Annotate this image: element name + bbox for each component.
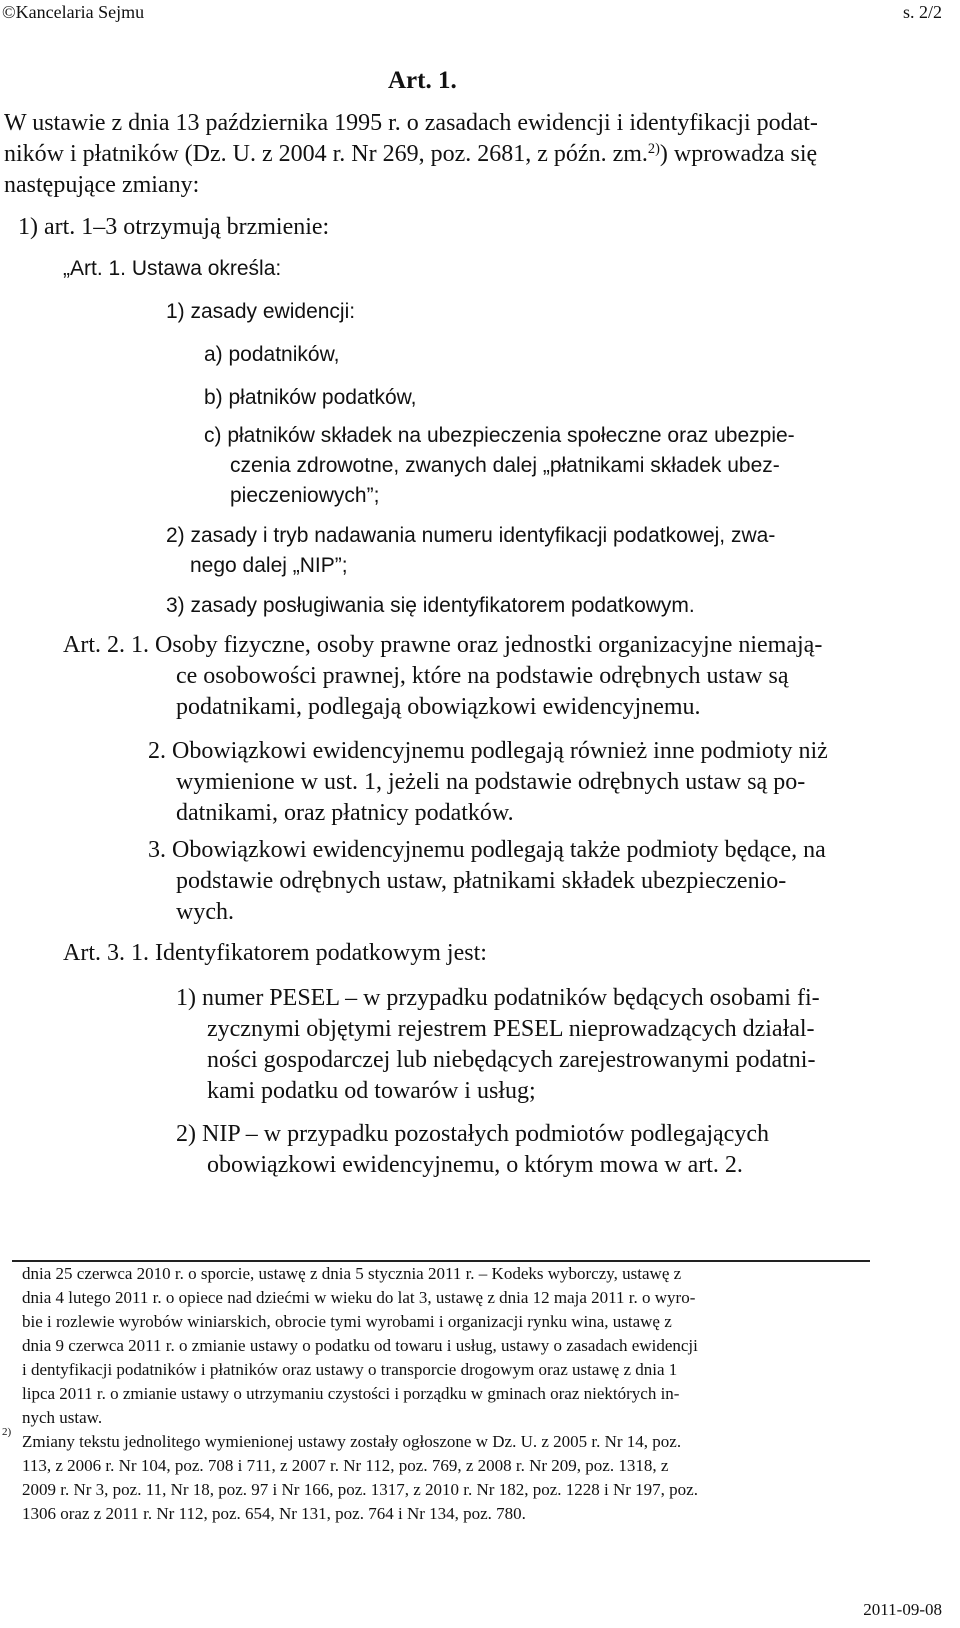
art3-point-1-line-3: ności gospodarczej lub niebędących zarejestrowanymi podatni- (207, 1047, 816, 1073)
art2-s3-line-1: 3. Obowiązkowi ewidencyjnemu podlegają także podmioty będące, na (148, 837, 826, 863)
intro-line-1: W ustawie z dnia 13 października 1995 r. o zasadach ewidencji i identyfikacji podat- (4, 110, 818, 136)
art2-s3-line-3: wych. (176, 899, 234, 925)
footnote-2-line-3: 2009 r. Nr 3, poz. 11, Nr 18, poz. 97 i Nr 166, poz. 1317, z 2010 r. Nr 182, poz. 1228 i Nr 197, poz. (22, 1480, 698, 1499)
art1-point-1: 1) zasady ewidencji: (166, 300, 356, 323)
art2-s1-line-2: ce osobowości prawnej, które na podstawie odrębnych ustaw są (176, 663, 789, 689)
footnote-2-line-2: 113, z 2006 r. Nr 104, poz. 708 i 711, z 2007 r. Nr 112, poz. 769, z 2008 r. Nr 209, poz. 1318, z (22, 1456, 669, 1475)
art3-point-1-line-1: 1) numer PESEL – w przypadku podatników będących osobami fi- (176, 985, 820, 1011)
footnote-line-5: i dentyfikacji podatników i płatników oraz ustawy o transporcie drogowym oraz ustawę z dnia 1 (22, 1360, 678, 1379)
art2-s2-line-3: datnikami, oraz płatnicy podatków. (176, 800, 514, 826)
art1-point-2-line-2: nego dalej „NIP”; (190, 554, 348, 577)
footnote-2-line-4: 1306 oraz z 2011 r. Nr 112, poz. 654, Nr 131, poz. 764 i Nr 134, poz. 780. (22, 1504, 526, 1523)
header-copyright: ©Kancelaria Sejmu (2, 2, 145, 22)
art1-letter-b: b) płatników podatków, (204, 386, 417, 409)
footnote-2-marker: 2) (2, 1426, 12, 1438)
header-page-number: s. 2/2 (902, 2, 942, 22)
art2-s1-line-1: Art. 2. 1. Osoby fizyczne, osoby prawne oraz jednostki organizacyjne niemają- (63, 632, 823, 658)
footnote-line-2: dnia 4 lutego 2011 r. o opiece nad dziećmi w wieku do lat 3, ustawę z dnia 12 maja 2011 r. o wyro- (22, 1288, 696, 1307)
footnote-line-4: dnia 9 czerwca 2011 r. o zmianie ustawy o podatku od towaru i usług, ustawy o zasadach ewidencji (22, 1336, 698, 1355)
footnote-line-7: nych ustaw. (22, 1408, 103, 1427)
art2-s2-line-1: 2. Obowiązkowi ewidencyjnemu podlegają również inne podmioty niż (148, 738, 828, 764)
amendment-point-1: 1) art. 1–3 otrzymują brzmienie: (18, 214, 330, 240)
footnote-line-3: bie i rozlewie wyrobów winiarskich, obrocie tymi wyrobami i organizacji rynku wina, ustawę z (22, 1312, 672, 1331)
article-title: Art. 1. (388, 67, 457, 94)
art3-point-2-line-1: 2) NIP – w przypadku pozostałych podmiotów podlegających (176, 1121, 769, 1147)
art1-point-2-line-1: 2) zasady i tryb nadawania numeru identyfikacji podatkowej, zwa- (166, 524, 776, 547)
footnote-ref-2: 2) (647, 141, 660, 158)
art3-heading: Art. 3. 1. Identyfikatorem podatkowym jest: (63, 940, 487, 966)
intro-line-3: następujące zmiany: (4, 172, 200, 198)
intro-line-2: ników i płatników (Dz. U. z 2004 r. Nr 269, poz. 2681, z późn. zm.$^{2)}$) wprowadza się (4, 141, 818, 167)
footnote-line-1: dnia 25 czerwca 2010 r. o sporcie, ustawę z dnia 5 stycznia 2011 r. – Kodeks wyborczy, ustawę z (22, 1264, 682, 1283)
art1-letter-c-line-1: c) płatników składek na ubezpieczenia społeczne oraz ubezpie- (204, 424, 795, 447)
footnote-line-6: lipca 2011 r. o zmianie ustawy o utrzymaniu czystości i porządku w gminach oraz niektórych in- (22, 1384, 680, 1403)
art2-s2-line-2: wymienione w ust. 1, jeżeli na podstawie odrębnych ustaw są po- (176, 769, 806, 795)
art1-letter-c-line-2: czenia zdrowotne, zwanych dalej „płatnikami składek ubez- (230, 454, 780, 477)
art1-letter-a: a) podatników, (204, 343, 340, 366)
art1-heading: „Art. 1. Ustawa określa: (63, 257, 282, 280)
art2-s3-line-2: podstawie odrębnych ustaw, płatnikami składek ubezpieczenio- (176, 868, 787, 894)
document-date: 2011-09-08 (863, 1600, 942, 1619)
art3-point-1-line-4: kami podatku od towarów i usług; (207, 1078, 536, 1104)
art3-point-2-line-2: obowiązkowi ewidencyjnemu, o którym mowa w art. 2. (207, 1152, 743, 1178)
art1-letter-c-line-3: pieczeniowych”; (230, 484, 380, 507)
footnote-separator (12, 1260, 870, 1262)
art1-point-3: 3) zasady posługiwania się identyfikatorem podatkowym. (166, 594, 695, 617)
art3-point-1-line-2: zycznymi objętymi rejestrem PESEL nieprowadzących działal- (207, 1016, 815, 1042)
art2-s1-line-3: podatnikami, podlegają obowiązkowi ewidencyjnemu. (176, 694, 701, 720)
footnote-2-line-1: Zmiany tekstu jednolitego wymienionej ustawy zostały ogłoszone w Dz. U. z 2005 r. Nr 14, poz. (22, 1432, 682, 1451)
